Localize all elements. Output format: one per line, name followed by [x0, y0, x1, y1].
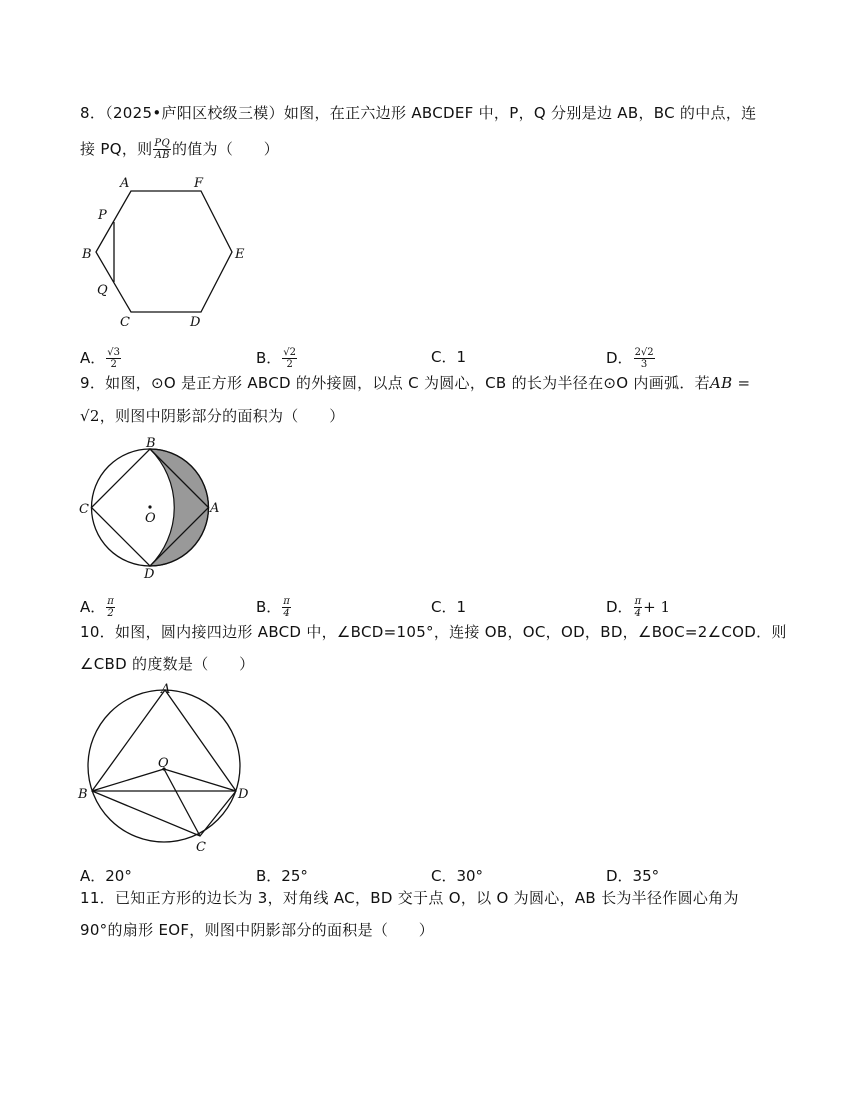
- q8-option-a-label: A．: [80, 349, 106, 367]
- q9-option-a-num: π: [107, 596, 114, 607]
- q9-option-a-fraction: [106, 596, 115, 619]
- segment-od: [164, 769, 236, 791]
- q11-stem-line1: 11．已知正方形的边长为 3，对角线 AC，BD 交于点 O，以 O 为圆心，AB 长为半径作圆心角为: [80, 889, 739, 907]
- label-o: O: [145, 511, 156, 526]
- q8-option-a-num: √3: [107, 347, 120, 358]
- q9-option-d-den: 4: [634, 608, 642, 619]
- q9-option-b-label: B．: [256, 598, 282, 616]
- q8-option-c-label: C．: [431, 348, 457, 366]
- label-b: B: [146, 436, 156, 451]
- q9-option-d-num: π: [634, 596, 642, 607]
- q8-option-b-fraction: [282, 347, 297, 370]
- q8-option-b: [256, 347, 298, 370]
- q9-option-b-fraction: [282, 596, 291, 619]
- q9-option-c: [431, 597, 466, 617]
- q9-circle-square-figure: [76, 432, 236, 582]
- q9-stem-math-ab: AB =: [709, 374, 751, 392]
- q9-stem-line2-text: ，则图中阴影部分的面积为（ ）: [99, 407, 345, 425]
- q8-option-b-label: B．: [256, 349, 282, 367]
- label-d: D: [238, 787, 249, 802]
- q8-option-d-num: 2√2: [634, 347, 654, 358]
- q8-option-c-value: 1: [456, 348, 467, 366]
- q8-option-b-num: √2: [283, 347, 297, 358]
- label-c: C: [120, 315, 130, 330]
- q11-stem-line2: 90°的扇形 EOF，则图中阴影部分的面积是（ ）: [80, 921, 435, 939]
- label-f: F: [194, 176, 204, 191]
- q8-option-a-fraction: [106, 347, 121, 370]
- shaded-lune: [150, 449, 208, 566]
- q9-stem-line1: [80, 373, 750, 393]
- q8-ratio-numerator: PQ: [154, 138, 170, 149]
- q8-ratio-denominator: AB: [154, 150, 170, 161]
- label-e: E: [235, 247, 245, 262]
- q10-stem-line2: ∠CBD 的度数是（ ）: [80, 655, 255, 673]
- q10-stem-line1: 10．如图，圆内接四边形 ABCD 中，∠BCD=105°，连接 OB，OC，OD，BD，∠BOC=2∠COD．则: [80, 623, 787, 641]
- q10-circle-quadrilateral-figure: [76, 678, 256, 856]
- q9-option-a: [80, 596, 116, 619]
- q9-option-a-den: 2: [107, 608, 114, 619]
- q8-stem-line1: 8．（2025•庐阳区校级三模）如图，在正六边形 ABCDEF 中，P，Q 分别是边 AB，BC 的中点，连: [80, 104, 757, 122]
- q9-option-b-den: 4: [283, 608, 290, 619]
- q8-hexagon-figure: [76, 172, 256, 332]
- q10-option-d: D．35°: [606, 867, 660, 885]
- q10-option-c: C．30°: [431, 867, 484, 885]
- q8-option-d: [606, 347, 656, 370]
- label-a: A: [120, 176, 130, 191]
- label-b: B: [78, 787, 88, 802]
- q9-option-d-label: D．: [606, 598, 633, 616]
- segment-ob: [92, 769, 164, 791]
- label-o: O: [158, 756, 169, 771]
- q9-option-c-label: C．: [431, 598, 457, 616]
- q8-option-d-fraction: [634, 347, 655, 370]
- label-a: A: [161, 682, 171, 697]
- segment-oc: [164, 769, 200, 836]
- q8-ratio-fraction: [153, 138, 171, 161]
- q10-option-b: B．25°: [256, 867, 308, 885]
- q9-option-b: [256, 596, 292, 619]
- label-b: B: [82, 247, 92, 262]
- hexagon-abcdef: [96, 191, 232, 312]
- q8-option-b-den: 2: [286, 359, 293, 370]
- q9-stem-math-sqrt2: √2: [80, 407, 100, 425]
- q8-option-d-den: 3: [640, 359, 648, 370]
- q8-stem-line2: [80, 138, 279, 161]
- q8-option-d-label: D．: [606, 349, 633, 367]
- q9-option-d: [606, 596, 670, 619]
- q9-option-b-num: π: [283, 596, 290, 607]
- q9-option-c-value: 1: [456, 598, 467, 616]
- label-c: C: [196, 840, 206, 855]
- q9-option-a-label: A．: [80, 598, 106, 616]
- q9-stem-line2: [80, 406, 345, 426]
- label-a: A: [210, 501, 220, 516]
- label-d: D: [190, 315, 201, 330]
- q9-option-d-tail: + 1: [643, 598, 671, 616]
- q8-option-c: [431, 347, 466, 367]
- center-o-point: [148, 505, 151, 508]
- q9-stem-line1-text: 9．如图，⊙O 是正方形 ABCD 的外接圆，以点 C 为圆心，CB 的长为半径在⊙O 内画弧．若: [80, 374, 710, 392]
- q8-option-a-den: 2: [110, 359, 117, 370]
- q8-stem-line2-post: 的值为（ ）: [171, 140, 280, 158]
- q10-option-a: A．20°: [80, 867, 132, 885]
- label-p: P: [98, 208, 107, 223]
- label-c: C: [79, 502, 89, 517]
- q8-option-a: [80, 347, 122, 370]
- q8-stem-line2-pre: 接 PQ，则: [80, 140, 153, 158]
- label-d: D: [144, 567, 155, 582]
- label-q: Q: [97, 283, 108, 298]
- q9-option-d-fraction: [634, 596, 643, 619]
